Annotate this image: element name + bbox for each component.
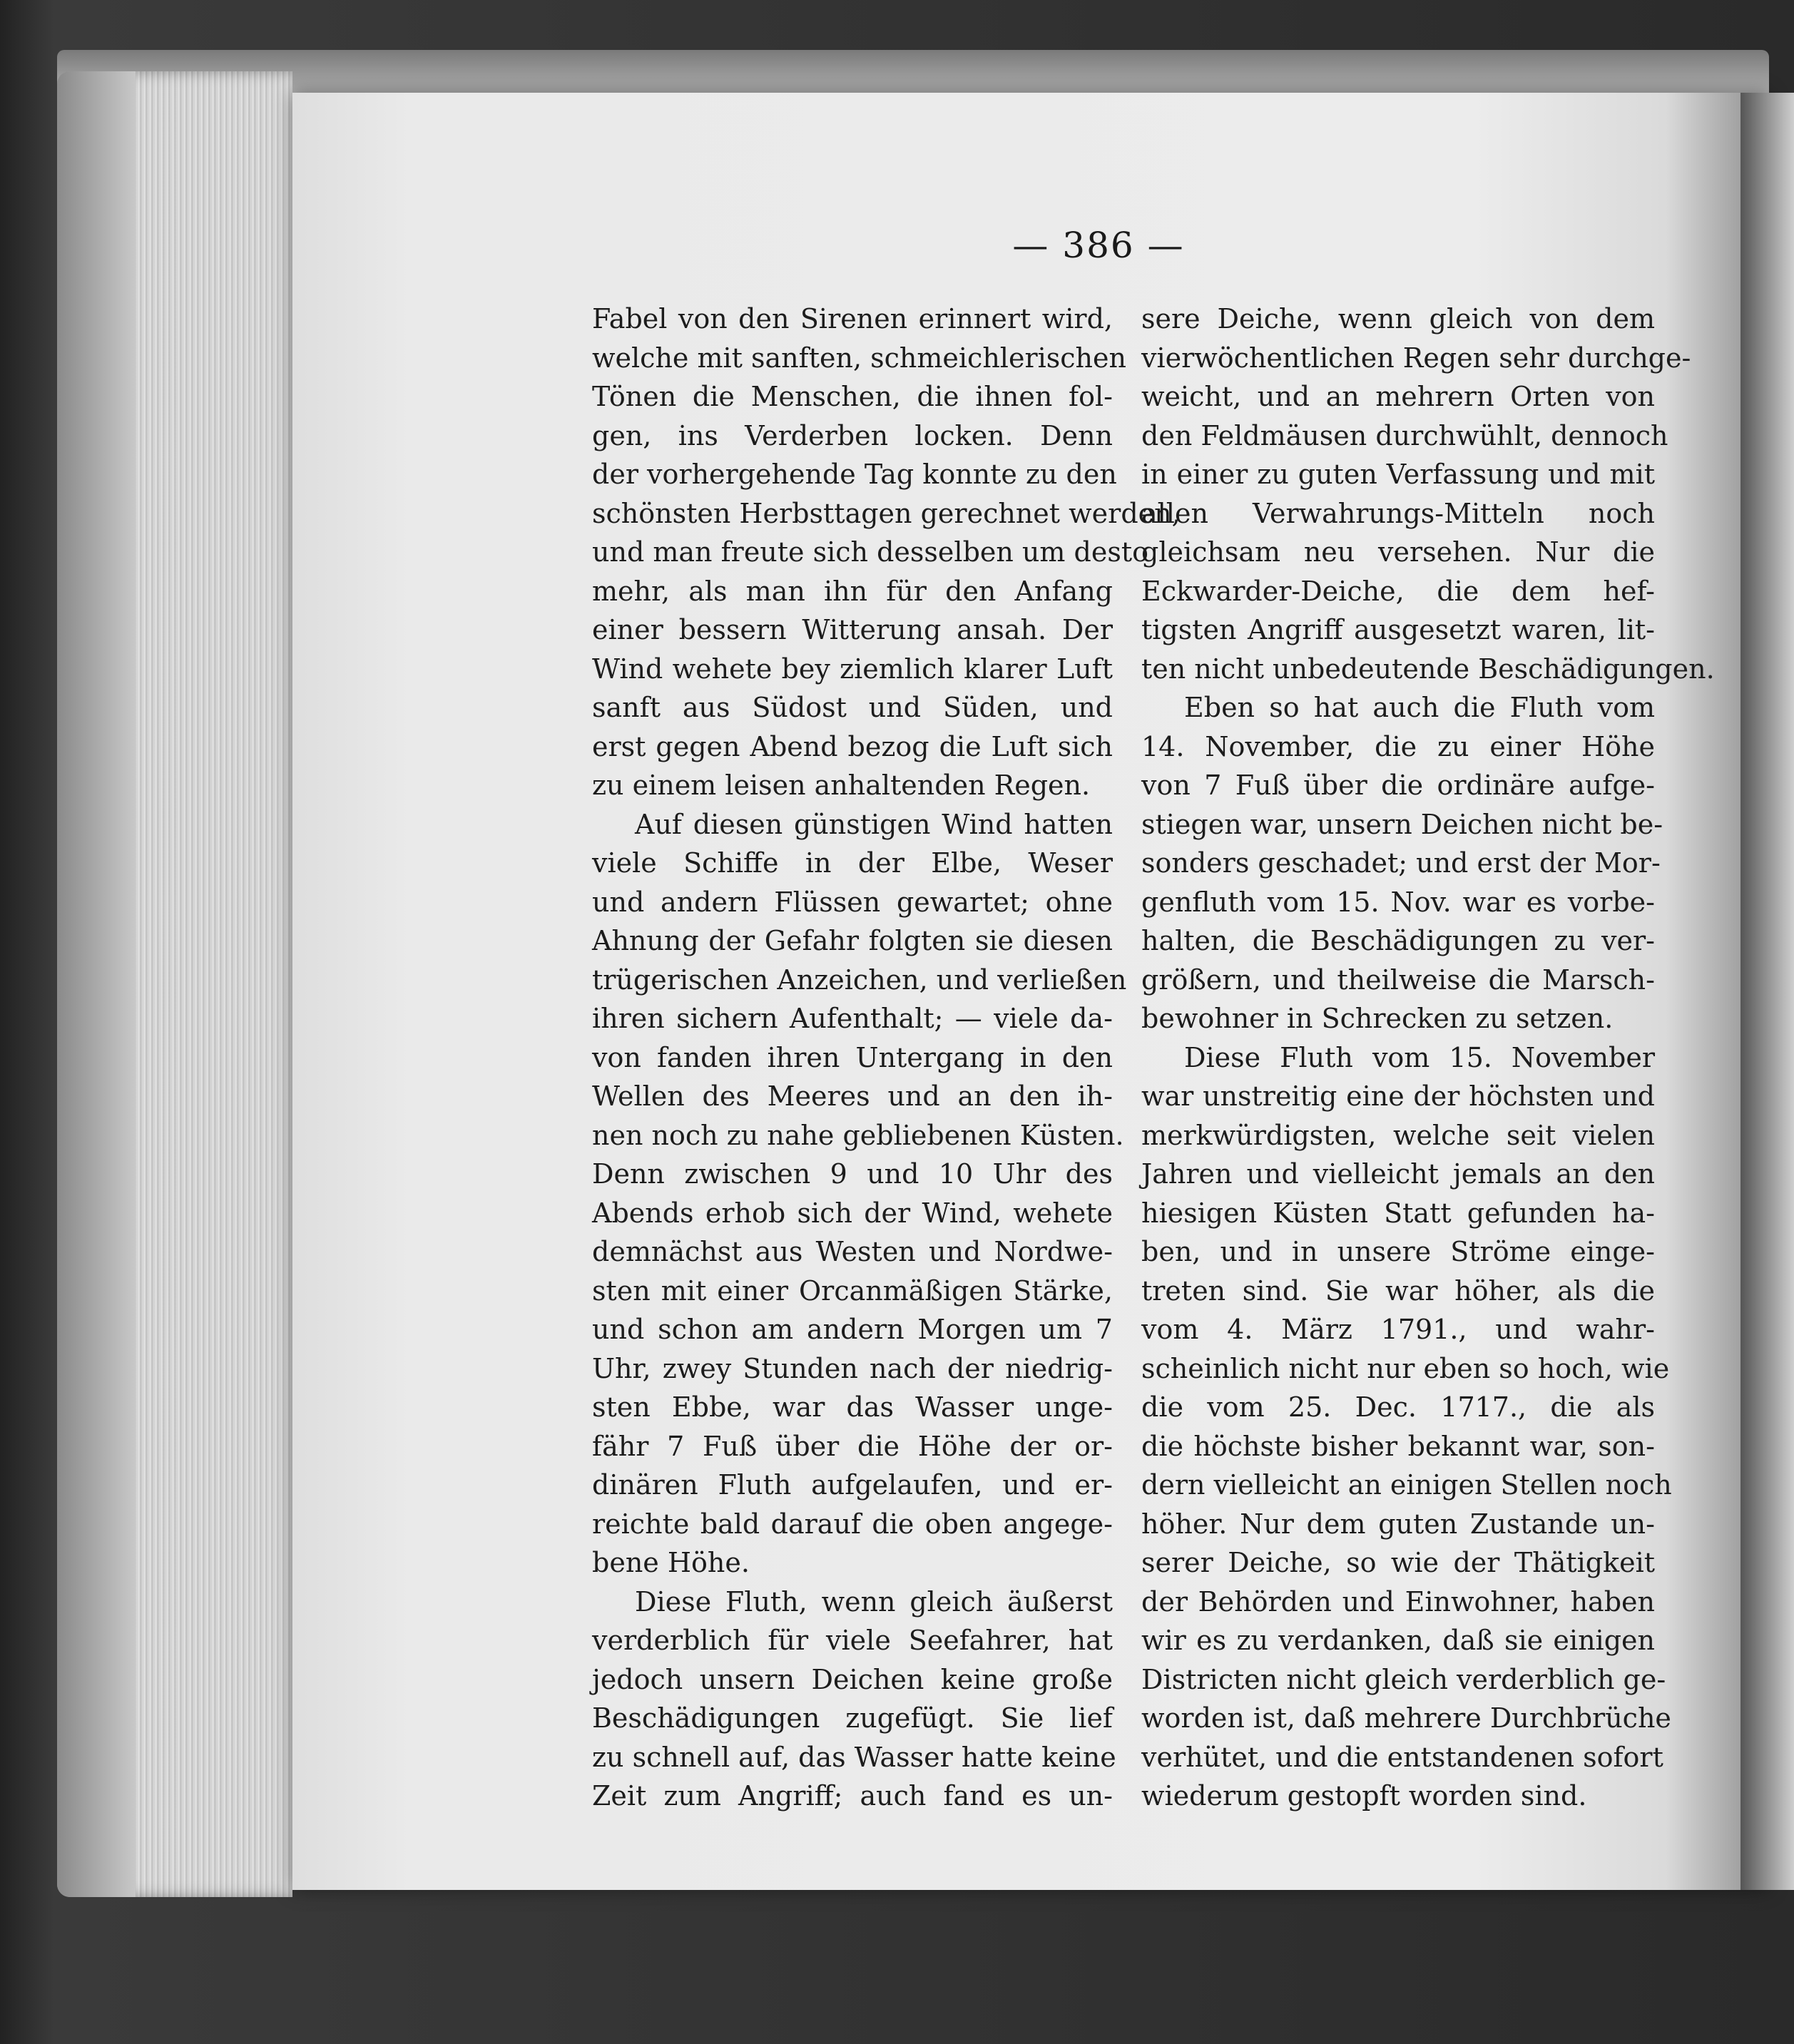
- text-line: dinären Fluth aufgelaufen, und er-: [592, 1469, 1113, 1501]
- text-line: und andern Flüssen gewartet; ohne: [592, 886, 1113, 918]
- text-line: die vom 25. Dec. 1717., die als: [1141, 1391, 1655, 1423]
- page-stack-edge: [57, 71, 292, 1897]
- left-text-column: [592, 300, 1181, 1816]
- text-line: wir es zu verdanken, daß sie einigen: [1141, 1625, 1655, 1656]
- text-line: Denn zwischen 9 und 10 Uhr des: [592, 1158, 1113, 1190]
- text-line: welche mit sanften, schmeichlerischen: [592, 342, 1126, 374]
- text-line: zu schnell auf, das Wasser hatte keine: [592, 1741, 1116, 1773]
- text-line: bewohner in Schrecken zu setzen.: [1141, 1003, 1614, 1034]
- text-line: Ahnung der Gefahr folgten sie diesen: [592, 925, 1113, 956]
- text-line: verderblich für viele Seefahrer, hat: [592, 1625, 1113, 1656]
- text-line: stiegen war, unsern Deichen nicht be-: [1141, 808, 1663, 840]
- text-line: Auf diesen günstigen Wind hatten: [635, 808, 1113, 840]
- text-line: Beschädigungen zugefügt. Sie lief: [592, 1702, 1113, 1734]
- text-line: schönsten Herbsttagen gerechnet werden,: [592, 497, 1181, 529]
- text-line: bene Höhe.: [592, 1547, 750, 1578]
- text-line: Eben so hat auch die Fluth vom: [1184, 692, 1655, 723]
- text-line: vom 4. März 1791., und wahr-: [1141, 1314, 1655, 1345]
- text-line: von fanden ihren Untergang in den: [592, 1041, 1113, 1073]
- text-line: halten, die Beschädigungen zu ver-: [1141, 925, 1655, 956]
- text-line: von 7 Fuß über die ordinäre aufge-: [1141, 770, 1655, 801]
- text-line: Jahren und vielleicht jemals an den: [1141, 1158, 1655, 1190]
- text-line: genfluth vom 15. Nov. war es vorbe-: [1141, 886, 1655, 918]
- text-line: vierwöchentlichen Regen sehr durchge-: [1141, 342, 1691, 374]
- text-line: scheinlich nicht nur eben so hoch, wie: [1141, 1352, 1670, 1384]
- text-line: tigsten Angriff ausgesetzt waren, lit-: [1141, 614, 1655, 645]
- text-line: 14. November, die zu einer Höhe: [1141, 730, 1655, 762]
- page-number: — 386 —: [1012, 225, 1185, 266]
- text-line: treten sind. Sie war höher, als die: [1141, 1274, 1655, 1307]
- text-line: Districten nicht gleich verderblich ge-: [1141, 1663, 1666, 1695]
- text-line: sten mit einer Orcanmäßigen Stärke,: [592, 1274, 1113, 1307]
- text-line: höher. Nur dem guten Zustande un-: [1141, 1508, 1655, 1540]
- text-line: zu einem leisen anhaltenden Regen.: [592, 770, 1091, 801]
- text-line: nen noch zu nahe gebliebenen Küsten.: [592, 1119, 1124, 1151]
- text-line: Diese Fluth vom 15. November: [1184, 1041, 1655, 1073]
- text-line: allen Verwahrungs-Mitteln noch: [1141, 497, 1655, 529]
- text-line: einer bessern Witterung ansah. Der: [592, 614, 1113, 645]
- text-line: merkwürdigsten, welche seit vielen: [1141, 1119, 1655, 1151]
- text-line: und man freute sich desselben um desto: [592, 536, 1148, 568]
- text-line: und schon am andern Morgen um 7: [592, 1314, 1113, 1345]
- text-line: sanft aus Südost und Süden, und: [592, 692, 1113, 723]
- text-line: Abends erhob sich der Wind, wehete: [592, 1197, 1113, 1229]
- text-line: Fabel von den Sirenen erinnert wird,: [592, 303, 1113, 334]
- text-line: Wellen des Meeres und an den ih-: [592, 1080, 1113, 1112]
- text-line: die höchste bisher bekannt war, son-: [1141, 1430, 1655, 1462]
- next-page-edge: [1741, 93, 1794, 1890]
- text-line: worden ist, daß mehrere Durchbrüche: [1141, 1702, 1671, 1734]
- text-line: in einer zu guten Verfassung und mit: [1141, 459, 1655, 490]
- text-line: Eckwarder-Deiche, die dem hef-: [1141, 575, 1655, 607]
- text-line: Diese Fluth, wenn gleich äußerst: [635, 1585, 1113, 1618]
- text-line: verhütet, und die entstandenen sofort: [1141, 1741, 1663, 1773]
- text-line: erst gegen Abend bezog die Luft sich: [592, 730, 1113, 762]
- text-line: trügerischen Anzeichen, und verließen: [592, 964, 1127, 996]
- text-line: reichte bald darauf die oben angege-: [592, 1508, 1113, 1540]
- text-line: sten Ebbe, war das Wasser unge-: [592, 1391, 1113, 1423]
- right-text-column: [1141, 300, 1715, 1816]
- text-line: jedoch unsern Deichen keine große: [592, 1663, 1113, 1695]
- text-line: viele Schiffe in der Elbe, Weser: [592, 847, 1113, 879]
- text-line: gleichsam neu versehen. Nur die: [1141, 536, 1655, 568]
- text-line: ten nicht unbedeutende Beschädigungen.: [1141, 653, 1715, 685]
- text-line: größern, und theilweise die Marsch-: [1141, 964, 1655, 996]
- text-line: Zeit zum Angriff; auch fand es un-: [592, 1780, 1113, 1812]
- text-line: fähr 7 Fuß über die Höhe der or-: [592, 1430, 1113, 1462]
- text-line: war unstreitig eine der höchsten und: [1141, 1080, 1655, 1112]
- text-line: dern vielleicht an einigen Stellen noch: [1141, 1469, 1672, 1501]
- text-line: ihren sichern Aufenthalt; — viele da-: [592, 1003, 1113, 1034]
- text-line: Uhr, zwey Stunden nach der niedrig-: [592, 1352, 1113, 1384]
- text-line: gen, ins Verderben locken. Denn: [592, 419, 1113, 451]
- text-line: sere Deiche, wenn gleich von dem: [1141, 303, 1655, 334]
- text-line: hiesigen Küsten Statt gefunden ha-: [1141, 1197, 1655, 1229]
- text-line: sonders geschadet; und erst der Mor-: [1141, 847, 1661, 879]
- text-line: der vorhergehende Tag konnte zu den: [592, 459, 1117, 490]
- text-line: Wind wehete bey ziemlich klarer Luft: [592, 653, 1113, 685]
- text-line: Tönen die Menschen, die ihnen fol-: [592, 381, 1113, 412]
- text-line: mehr, als man ihn für den Anfang: [592, 575, 1113, 607]
- text-line: den Feldmäusen durchwühlt, dennoch: [1141, 419, 1668, 451]
- text-line: weicht, und an mehrern Orten von: [1141, 381, 1655, 412]
- text-line: der Behörden und Einwohner, haben: [1141, 1585, 1655, 1618]
- text-line: demnächst aus Westen und Nordwe-: [592, 1236, 1113, 1267]
- text-line: wiederum gestopft worden sind.: [1141, 1780, 1587, 1812]
- text-line: ben, und in unsere Ströme einge-: [1141, 1236, 1655, 1267]
- text-line: serer Deiche, so wie der Thätigkeit: [1141, 1547, 1655, 1578]
